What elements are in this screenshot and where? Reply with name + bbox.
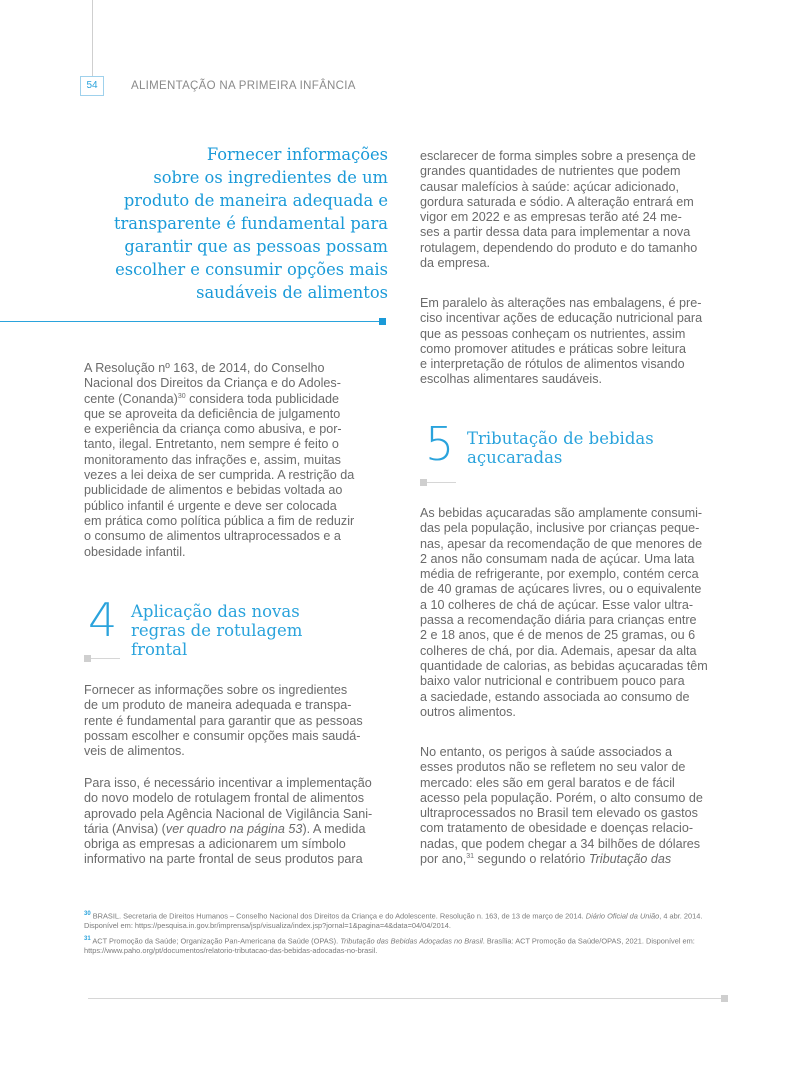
- text-line: tária (Anvisa) (ver quadro na página 53). A medida: [84, 821, 366, 836]
- text-line: esses produtos não se refletem no seu valor de: [420, 760, 686, 775]
- section-4-rule: [88, 658, 120, 659]
- text-line: 2 anos não consumam nada de açúcar. Uma lata: [420, 551, 695, 566]
- left-paragraph-3: [84, 776, 388, 868]
- right-paragraph-1: [420, 149, 720, 271]
- section-4-number: 4: [88, 593, 118, 647]
- footer-square: [721, 995, 728, 1002]
- text-line: gordura saturada e sódio. A alteração entrará em: [420, 194, 694, 209]
- left-paragraph-2: [84, 683, 388, 759]
- text-line: As bebidas açucaradas são amplamente consumi-: [420, 506, 703, 520]
- text-line: A Resolução nº 163, de 2014, do Conselho: [84, 361, 325, 375]
- text-line: de 40 gramas de açúcares livres, ou o equivalente: [420, 582, 702, 597]
- text-line: e experiência da criança como abusiva, e por-: [84, 422, 342, 437]
- text-line: ultraprocessados no Brasil tem elevado os gastos: [420, 806, 698, 821]
- text-line: vezes a lei deixa de ser cumprida. A restrição da: [84, 468, 355, 483]
- pull-quote-square: [379, 318, 386, 325]
- running-header: ALIMENTAÇÃO NA PRIMEIRA INFÂNCIA: [131, 80, 356, 92]
- text-line: que se aproveita da deficiência de julgamento: [84, 406, 341, 421]
- text-line: Para isso, é necessário incentivar a implementação: [84, 776, 372, 790]
- pull-quote-line: Fornecer informações: [206, 145, 388, 164]
- section-4-square: [84, 655, 91, 662]
- footnote-ref: 31: [466, 852, 475, 860]
- right-paragraph-3: [420, 506, 720, 720]
- text-line: Em paralelo às alterações nas embalagens, é pre-: [420, 296, 702, 310]
- text-line: da empresa.: [420, 256, 491, 271]
- text-line: público infantil é urgente e deve ser colocada: [84, 498, 337, 513]
- section-4-title: Aplicação das novas regras de rotulagem frontal: [131, 602, 303, 659]
- footnote-number: 31: [84, 936, 91, 943]
- text-line: nadas, que podem chegar a 34 bilhões de dólares: [420, 836, 701, 851]
- footnote-number: 30: [84, 911, 91, 917]
- page-number: 54: [80, 76, 104, 96]
- text-line: obesidade infantil.: [84, 544, 186, 559]
- text-line: rente é fundamental para garantir que as pessoas: [84, 713, 363, 728]
- text-line: que as pessoas conheçam os nutrientes, assim: [420, 326, 686, 341]
- text-line: a saciedade, estando associada ao consumo de: [420, 689, 690, 704]
- text-line: causar malefícios à saúde: açúcar adicionado,: [420, 179, 680, 194]
- footnotes: [84, 910, 734, 960]
- pull-quote-line: saudáveis de alimentos: [196, 283, 388, 302]
- section-5-square: [420, 479, 427, 486]
- text-line: monitoramento das infrações e, assim, muitas: [84, 452, 341, 467]
- text-line: informativo na parte frontal de seus produtos para: [84, 852, 363, 867]
- section-5-number: 5: [425, 417, 455, 471]
- text-line: e interpretação de rótulos de alimentos visando: [420, 357, 685, 372]
- text-line: Fornecer as informações sobre os ingredientes: [84, 683, 348, 697]
- text-line: Nacional dos Direitos da Criança e do Adoles-: [84, 376, 341, 391]
- section-5-rule: [424, 482, 456, 483]
- text-line: vigor em 2022 e as empresas terão até 24 me-: [420, 210, 682, 225]
- text-line: mercado: eles são em geral baratos e de fácil: [420, 775, 675, 790]
- text-line: cente (Conanda)$^{30}$ considera toda publicidade: [84, 391, 339, 406]
- pull-quote-line: produto de maneira adequada e: [123, 191, 388, 210]
- pull-quote: [100, 143, 388, 304]
- text-line: acesso pela população. Porém, o alto consumo de: [420, 790, 703, 805]
- text-line: nas, apesar da recomendação de que menores de: [420, 536, 703, 551]
- pull-quote-line: sobre os ingredientes de um: [153, 168, 388, 187]
- footnote-ref: 30: [177, 392, 186, 400]
- text-line: de um produto de maneira adequada e transpa-: [84, 698, 352, 713]
- italic-reference: Tributação das: [588, 852, 672, 867]
- text-line: baixo valor nutricional e contribuem pouco para: [420, 674, 685, 689]
- text-line: colheres de chá, por dia. Ademais, apesar da alta: [420, 643, 697, 658]
- text-line: aprovado pela Agência Nacional de Vigilância Sani-: [84, 806, 373, 821]
- text-line: escolhas alimentares saudáveis.: [420, 372, 603, 387]
- pull-quote-rule: [0, 321, 383, 322]
- text-line: rotulagem, dependendo do produto e do tamanho: [420, 240, 698, 255]
- text-line: tanto, ilegal. Entretanto, nem sempre é feito o: [84, 437, 339, 452]
- text-line: grandes quantidades de nutrientes que podem: [420, 164, 681, 179]
- right-paragraph-2: [420, 296, 720, 388]
- text-line: No entanto, os perigos à saúde associados a: [420, 745, 673, 759]
- text-line: passa a recomendação diária para crianças entre: [420, 613, 697, 628]
- right-paragraph-4: [420, 745, 720, 867]
- pull-quote-line: escolher e consumir opções mais: [115, 260, 388, 279]
- text-line: a 10 colheres de chá de açúcar. Esse valor ultra-: [420, 597, 694, 612]
- text-line: com tratamento de obesidade e doenças relacio-: [420, 821, 694, 836]
- pull-quote-line: garantir que as pessoas possam: [124, 237, 388, 256]
- text-line: veis de alimentos.: [84, 744, 185, 759]
- left-intro-paragraph: [84, 361, 388, 560]
- text-line: possam escolher e consumir opções mais saudá-: [84, 728, 361, 743]
- text-line: em prática como política pública a fim de reduzir: [84, 513, 355, 528]
- footnote-30: $^{30}$ BRASIL. Secretaria de Direitos Humanos – Conselho Nacional dos Direitos da Criança e do Adolescente. Resolução n. 163, de 13 de março de 2014. Diário Oficial da União, 4 abr. 2014. Disponível em: https://pesquisa.in.gov.br/imprensa/jsp/visualiza/index.jsp?jornal=1&pagina=4&data=04/04/2014.: [84, 911, 703, 931]
- text-line: publicidade de alimentos e bebidas voltada ao: [84, 483, 343, 498]
- text-line: como promover atitudes e práticas sobre leitura: [420, 341, 686, 356]
- text-line: ses a partir dessa data para implementar a nova: [420, 225, 691, 240]
- section-5-title: Tributação de bebidas açucaradas: [467, 429, 654, 467]
- footer-rule: [88, 998, 722, 999]
- text-line: média de refrigerante, por exemplo, contém cerca: [420, 567, 699, 582]
- italic-reference: ver quadro na página 53: [165, 821, 303, 836]
- text-line: ciso incentivar ações de educação nutricional para: [420, 311, 703, 326]
- text-line: por ano,$^{31}$ segundo o relatório Tributação das: [420, 852, 672, 867]
- text-line: do novo modelo de rotulagem frontal de alimentos: [84, 791, 365, 806]
- header-vertical-rule: [92, 0, 93, 78]
- text-line: outros alimentos.: [420, 704, 516, 719]
- text-line: esclarecer de forma simples sobre a presença de: [420, 149, 696, 163]
- text-line: obriga as empresas a adicionarem um símbolo: [84, 837, 346, 852]
- footnote-31: $^{31}$ ACT Promoção da Saúde; Organização Pan-Americana da Saúde (OPAS). Tributação das Bebidas Adoçadas no Brasil. Brasília: ACT Promoção da Saúde/OPAS, 2021. Disponível em: https://www.paho.org/pt/documentos/relatorio-tributacao-das-bebidas-adocadas-no-brasil.: [84, 936, 695, 956]
- text-line: das pela população, inclusive por crianças peque-: [420, 521, 700, 536]
- text-line: quantidade de calorias, as bebidas açucaradas têm: [420, 658, 708, 673]
- pull-quote-line: transparente é fundamental para: [113, 214, 388, 233]
- text-line: 2 e 18 anos, que é de menos de 25 gramas, ou 6: [420, 628, 696, 643]
- text-line: o consumo de alimentos ultraprocessados e a: [84, 529, 341, 544]
